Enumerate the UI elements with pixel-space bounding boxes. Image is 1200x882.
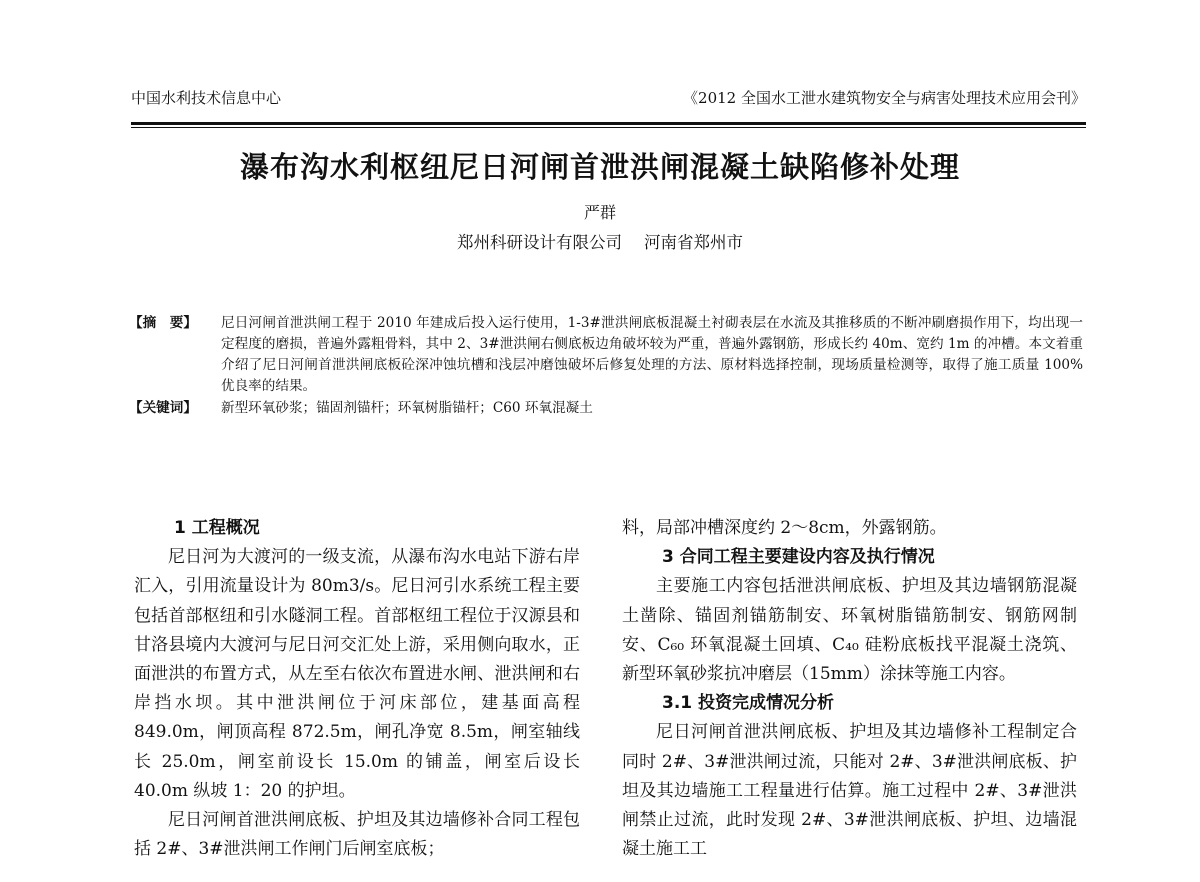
section-1-paragraph-2: 尼日河闸首泄洪闸底板、护坦及其边墙修补合同工程包括 2#、3#泄洪闸工作闸门后闸室底板；	[134, 810, 580, 860]
abstract-label: 【摘 要】	[129, 315, 197, 331]
section-1-heading: 1 工程概况	[174, 518, 260, 538]
c60-label: C₆₀	[657, 634, 685, 655]
section-3-1-paragraph: 尼日河闸首泄洪闸底板、护坦及其边墙修补工程制定合同时 2#、3#泄洪闸过流，只能对 2#、3#泄洪闸底板、护坦及其边墙施工工程量进行估算。施工过程中 2#、3#泄洪闸禁止过流，此时发现 2#、3#泄洪闸底板、护坦、边墙混凝土施工工	[622, 722, 1077, 860]
abstract-text: 尼日河闸首泄洪闸工程于 2010 年建成后投入运行使用，1-3#泄洪闸底板混凝土衬砌表层在水流及其推移质的不断冲刷磨损作用下，均出现一定程度的磨损，普遍外露粗骨料，其中 2、3#泄洪闸右侧底板边角破坏较为严重，普遍外露钢筋，形成长约 40m、宽约 1m 的冲槽。本文着重介绍了尼日河闸首泄洪闸底板砼深冲蚀坑槽和浅层冲磨蚀破坏后修复处理的方法、原材料选择控制，现场质量检测等，取得了施工质量 100% 优良率的结果。	[221, 315, 1083, 394]
keywords-label: 【关键词】	[129, 400, 197, 416]
section-3-paragraph	[622, 572, 1077, 689]
running-header-left: 中国水利技术信息中心	[131, 89, 282, 107]
abstract-row	[129, 313, 1083, 397]
header-rule	[131, 122, 1086, 125]
paper-title: 瀑布沟水利枢纽尼日河闸首泄洪闸混凝土缺陷修补处理	[239, 150, 960, 184]
section-3-1-heading: 3.1 投资完成情况分析	[662, 693, 835, 714]
continued-paragraph: 料，局部冲槽深度约 2～8cm，外露钢筋。	[622, 518, 947, 538]
paper-author: 严群	[583, 203, 616, 222]
keywords-text: 新型环氧砂浆；锚固剂锚杆；环氧树脂锚杆；C60 环氧混凝土	[221, 400, 593, 416]
section-3-heading: 3 合同工程主要建设内容及执行情况	[662, 547, 935, 568]
right-column	[622, 514, 1077, 864]
running-header-right: 《2012 全国水工泄水建筑物安全与病害处理技术应用会刊》	[683, 89, 1086, 107]
keywords-row	[129, 398, 1083, 419]
running-header	[131, 86, 1086, 110]
abstract-block	[129, 313, 1083, 419]
section-1-paragraph-1: 尼日河为大渡河的一级支流，从瀑布沟水电站下游右岸汇入，引用流量设计为 80m3/s。尼日河引水系统工程主要包括首部枢纽和引水隧洞工程。首部枢纽工程位于汉源县和甘洛县境内大渡河与尼日河交汇处上游，采用侧向取水，正面泄洪的布置方式，从左至右依次布置进水闸、泄洪闸和右岸挡水坝。其中泄洪闸位于河床部位，建基面高程 849.0m，闸顶高程 872.5m，闸孔净宽 8.5m，闸室轴线长 25.0m，闸室前设长 15.0m 的铺盖，闸室后设长 40.0m 纵坡 1：20 的护坦。	[134, 547, 580, 801]
section-3-text-c: 硅粉底板找平混凝土浇筑、新型环氧砂浆抗冲磨层（15mm）涂抹等施工内容。	[622, 634, 1078, 685]
section-3-text-a: 主要施工内容包括泄洪闸底板、护坦及其边墙钢筋混凝土凿除、锚固剂锚筋制安、环氧树脂锚筋制安、钢筋网制安、	[622, 576, 1077, 655]
paper-affiliation	[0, 229, 1200, 253]
c40-label: C₄₀	[832, 634, 859, 655]
affiliation-location: 河南省郑州市	[644, 233, 743, 252]
affiliation-org: 郑州科研设计有限公司	[457, 233, 622, 252]
header-rule-thin	[131, 127, 1086, 128]
left-column	[134, 514, 580, 864]
section-3-text-b: 环氧混凝土回填、	[684, 634, 833, 655]
